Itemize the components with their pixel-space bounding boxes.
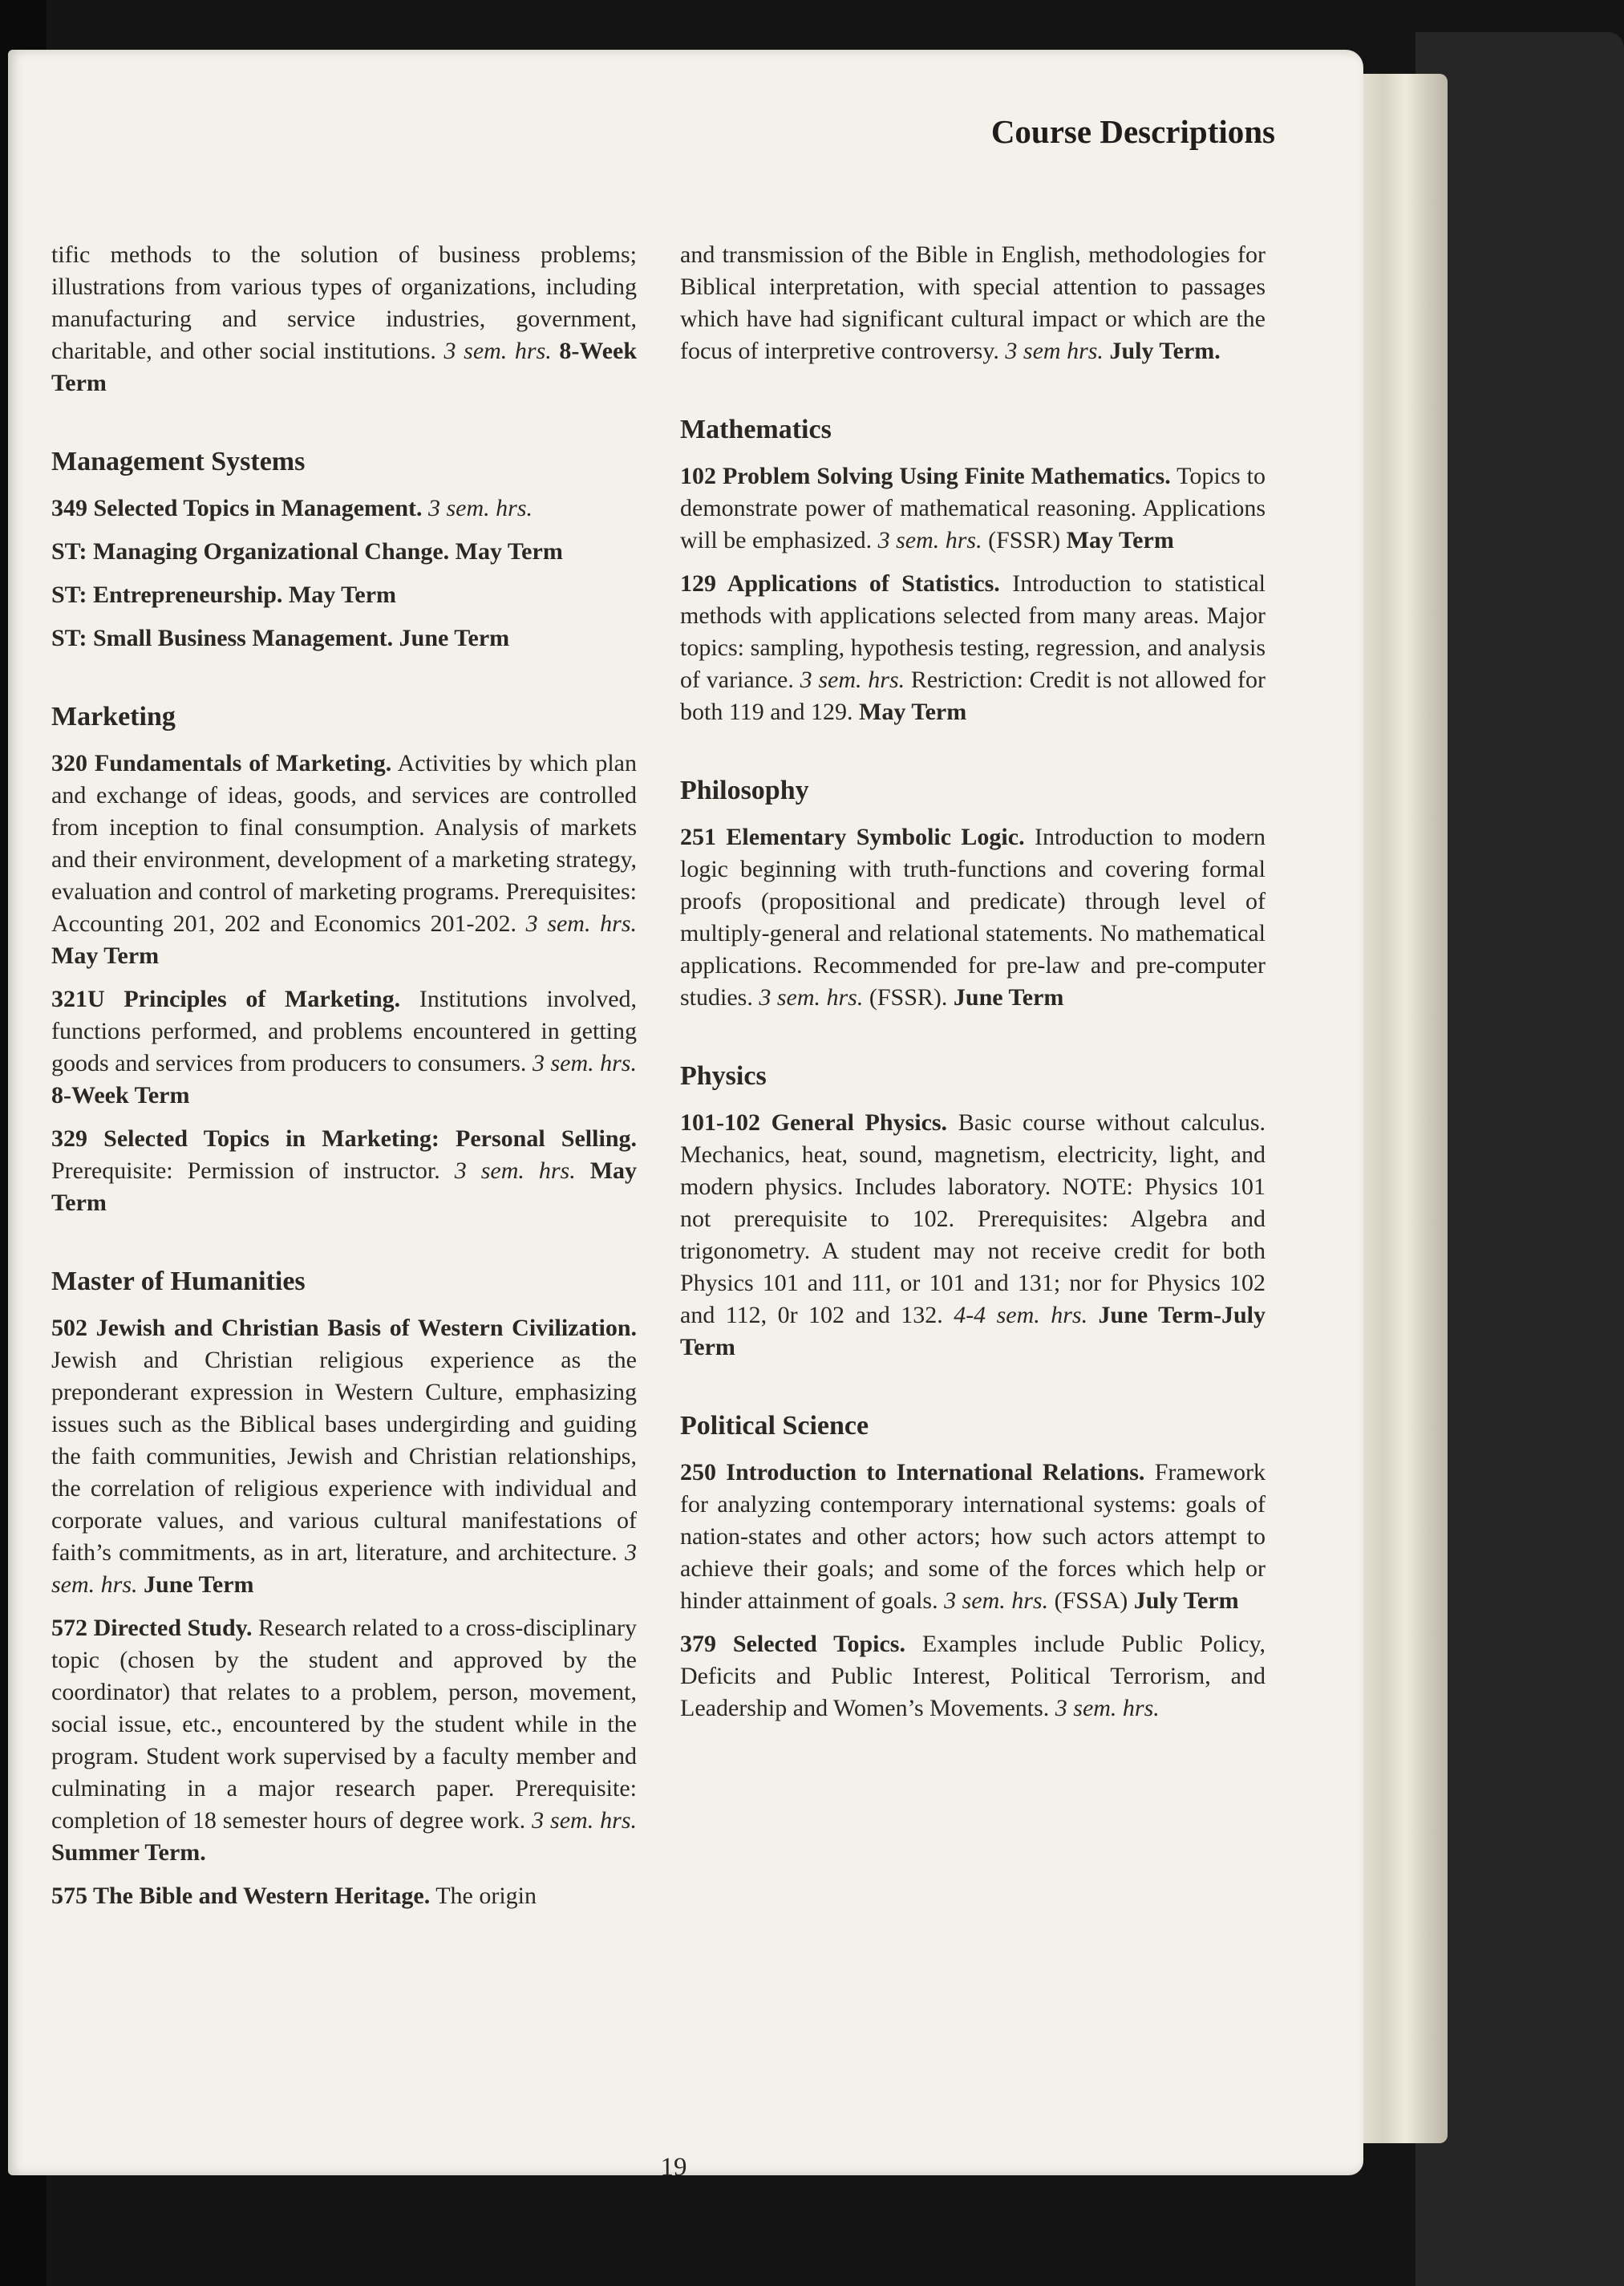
course-entry: 329 Selected Topics in Marketing: Personal Selling. Prerequisite: Permission of instructor. 3 sem. hrs. May Term xyxy=(51,1125,638,1216)
section-heading-physics: Physics xyxy=(680,1061,767,1091)
right-column xyxy=(680,239,1266,1736)
course-entry: 101-102 General Physics. Basic course without calculus. Mechanics, heat, sound, magnetism, electricity, light, and modern physics. Includes laboratory. NOTE: Physics 101 not prerequisite to 102. Prerequisites: Algebra and trigonometry. A student may not receive credit for both Physics 101 and 111, or 101 and 131; nor for Physics 102 and 112, 0r 102 and 132. 4-4 sem. hrs. June Term-July Term xyxy=(680,1109,1266,1360)
left-column xyxy=(51,239,637,1923)
course-entry: 251 Elementary Symbolic Logic. Introduction to modern logic beginning with truth-functions and covering formal proofs (propositional and predicate) through level of multiply-general and relational statements. No mathematical applications. Recommended for pre-law and pre-computer studies. 3 sem. hrs. (FSSR). June Term xyxy=(680,824,1266,1011)
page-number: 19 xyxy=(660,2153,687,2182)
course-entry: 129 Applications of Statistics. Introduction to statistical methods with applications selected from many areas. Major topics: sampling, hypothesis testing, regression, and analysis of variance. 3 sem. hrs. Restriction: Credit is not allowed for both 119 and 129. May Term xyxy=(680,570,1266,725)
section-heading-political-science: Political Science xyxy=(680,1411,869,1441)
course-entry: 379 Selected Topics. Examples include Public Policy, Deficits and Public Interest, Political Terrorism, and Leadership and Women’s Movements. 3 sem. hrs. xyxy=(680,1631,1266,1721)
section-heading-management: Management Systems xyxy=(51,447,306,476)
course-entry: 102 Problem Solving Using Finite Mathematics. Topics to demonstrate power of mathematical reasoning. Applications will be emphasized. 3 sem. hrs. (FSSR) May Term xyxy=(680,463,1266,553)
section-heading-marketing: Marketing xyxy=(51,702,176,732)
course-entry: 502 Jewish and Christian Basis of Western Civilization. Jewish and Christian religious experience as the preponderant expression in Western Culture, emphasizing issues such as the Biblical bases undergirding and guiding the faith communities, Jewish and Christian relationships, the correlation of religious experience with individual and corporate values, and various cultural manifestations of faith’s commitments, as in art, literature, and architecture. 3 sem. hrs. June Term xyxy=(51,1315,637,1598)
page-edges xyxy=(1355,74,1448,2143)
section-heading-philosophy: Philosophy xyxy=(680,776,809,805)
section-heading-mathematics: Mathematics xyxy=(680,415,832,444)
course-entry: 575 The Bible and Western Heritage. The origin xyxy=(51,1883,537,1909)
topic-item: ST: Small Business Management. June Term xyxy=(51,625,510,651)
continued-paragraph: and transmission of the Bible in English, methodologies for Biblical interpretation, with special attention to passages which have had significant cultural impact or which are the focus of interpretive controversy. 3 sem hrs. July Term. xyxy=(680,241,1266,364)
continued-paragraph: tific methods to the solution of business problems; illustrations from various types of organizations, including manufacturing and service industries, government, charitable, and other social institutions. 3 sem. hrs. 8-Week Term xyxy=(51,241,638,396)
course-entry: 321U Principles of Marketing. Institutions involved, functions performed, and problems encountered in getting goods and services from producers to consumers. 3 sem. hrs. 8-Week Term xyxy=(51,986,638,1109)
topic-item: ST: Entrepreneurship. May Term xyxy=(51,582,397,608)
course-entry: 250 Introduction to International Relations. Framework for analyzing contemporary international systems: goals of nation-states and other actors; how such actors attempt to achieve their goals; and some of the forces which help or hinder attainment of goals. 3 sem. hrs. (FSSA) July Term xyxy=(680,1459,1266,1614)
topic-item: ST: Managing Organizational Change. May Term xyxy=(51,538,563,565)
section-heading-humanities: Master of Humanities xyxy=(51,1267,306,1296)
course-entry: 572 Directed Study. Research related to a cross-disciplinary topic (chosen by the student and approved by the coordinator) that relates to a problem, person, movement, social issue, etc., encountered by the student while in the program. Student work supervised by a faculty member and culminating in a major research paper. Prerequisite: completion of 18 semester hours of degree work. 3 sem. hrs. Summer Term. xyxy=(51,1615,637,1866)
running-head: Course Descriptions xyxy=(990,113,1275,150)
course-entry: 320 Fundamentals of Marketing. Activities by which plan and exchange of ideas, goods, and services are controlled from inception to final consumption. Analysis of markets and their environment, development of a marketing strategy, evaluation and control of marketing programs. Prerequisites: Accounting 201, 202 and Economics 201-202. 3 sem. hrs. May Term xyxy=(51,750,637,969)
course-entry: 349 Selected Topics in Management. 3 sem. hrs. xyxy=(51,495,533,521)
